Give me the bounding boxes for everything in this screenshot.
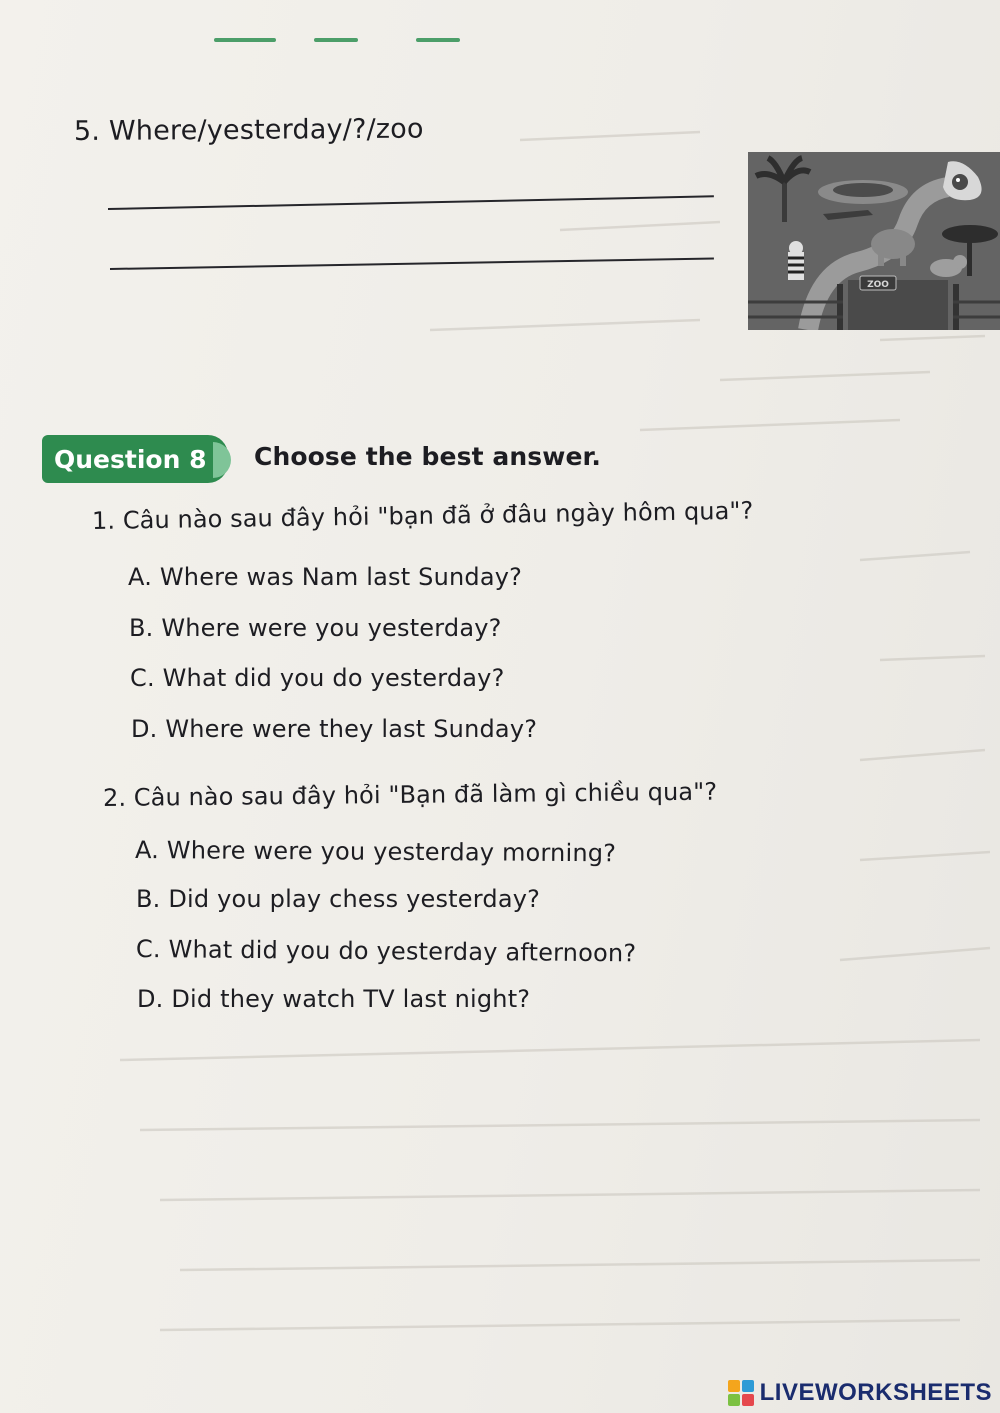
answer-line[interactable] — [108, 195, 714, 210]
answer-line[interactable] — [110, 257, 714, 270]
question-8-instruction: Choose the best answer. — [254, 442, 601, 471]
question-item-2: 2. Câu nào sau đây hỏi "Bạn đã làm gì chiều qua"? — [102, 777, 718, 812]
option-1c[interactable]: C. What did you do yesterday? — [130, 664, 505, 692]
option-1b[interactable]: B. Where were you yesterday? — [129, 614, 502, 642]
liveworksheets-brand: LIVEWORKSHEETS — [759, 1379, 992, 1406]
option-2b[interactable]: B. Did you play chess yesterday? — [136, 885, 541, 913]
top-divider-dash — [214, 38, 276, 42]
zebra-icon — [788, 241, 804, 280]
logo-letter-tile — [742, 1394, 754, 1406]
question-8-badge — [42, 435, 228, 483]
option-2c[interactable]: C. What did you do yesterday afternoon? — [135, 935, 637, 968]
question-8-badge-label: Question 8 — [54, 444, 207, 474]
liveworksheets-logo-icon — [728, 1380, 754, 1406]
top-divider-dash — [314, 38, 358, 42]
liveworksheets-watermark — [728, 1379, 992, 1407]
exercise-5-prompt: 5. Where/yesterday/?/zoo — [73, 113, 424, 147]
option-1d[interactable]: D. Where were they last Sunday? — [131, 715, 538, 743]
top-divider-dash — [416, 38, 460, 42]
option-1a[interactable]: A. Where was Nam last Sunday? — [128, 563, 523, 591]
logo-letter-tile — [728, 1380, 740, 1392]
zoo-sign: ZOO — [867, 280, 889, 290]
logo-letter-tile — [742, 1380, 754, 1392]
badge-tip-decoration — [213, 442, 231, 478]
option-2a[interactable]: A. Where were you yesterday morning? — [134, 836, 617, 868]
option-2d[interactable]: D. Did they watch TV last night? — [137, 985, 531, 1013]
question-item-1: 1. Câu nào sau đây hỏi "bạn đã ở đâu ngày hôm qua"? — [91, 496, 754, 535]
logo-letter-tile — [728, 1394, 740, 1406]
zoo-illustration — [748, 152, 1000, 330]
